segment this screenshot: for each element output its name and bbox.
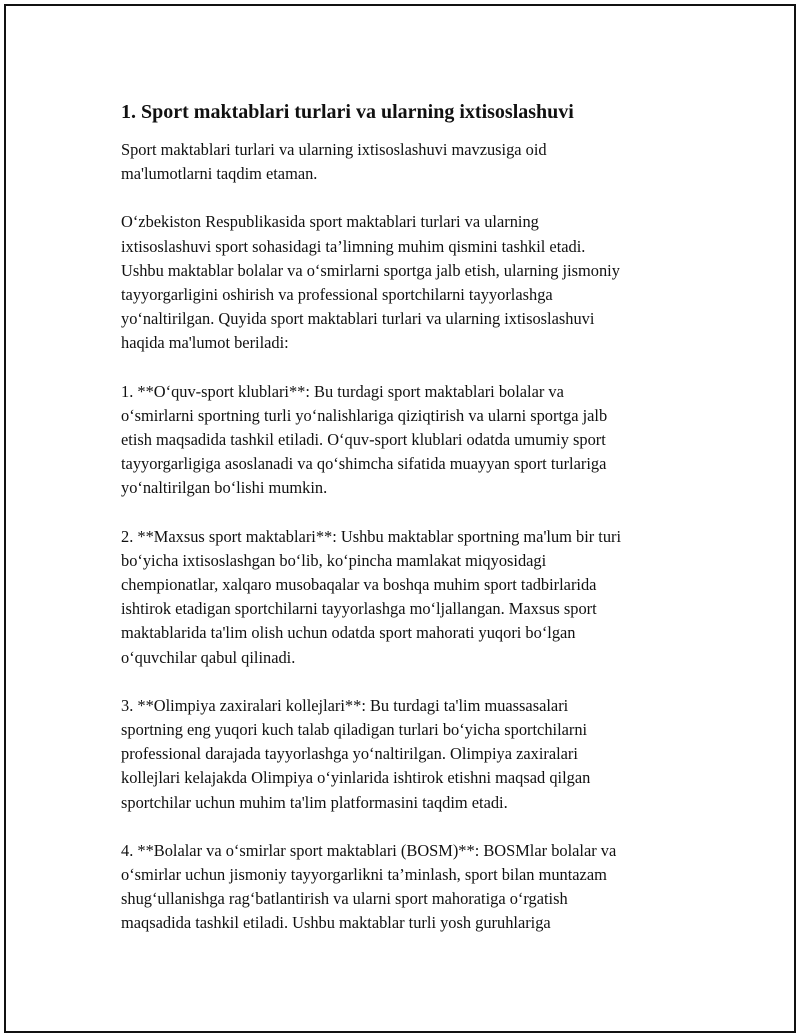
document-body [121, 98, 711, 960]
text-line: sportchilar uchun muhim ta'lim platformasini taqdim etadi. [121, 792, 508, 812]
text-line: shug‘ullanishga rag‘batlantirish va ularni sport mahoratiga o‘rgatish [121, 889, 568, 909]
text-line: 1. **O‘quv-sport klublari**: Bu turdagi sport maktablari bolalar va [121, 381, 564, 401]
paragraph-item-2 [121, 525, 711, 670]
page-frame [4, 4, 796, 1033]
text-line: ixtisoslashuvi sport sohasidagi ta’limning muhim qismini tashkil etadi. [121, 236, 586, 256]
text-line: professional darajada tayyorlashga yo‘naltirilgan. Olimpiya zaxiralari [121, 744, 578, 764]
text-line: yo‘naltirilgan bo‘lishi mumkin. [121, 478, 328, 498]
document-title: 1. Sport maktablari turlari va ularning ixtisoslashuvi [121, 101, 574, 123]
text-line: chempionatlar, xalqaro musobaqalar va boshqa muhim sport tadbirlarida [121, 575, 597, 595]
text-line: o‘smirlarni sportning turli yo‘nalishlariga qiziqtirish va ularni sportga jalb [121, 405, 608, 425]
text-line: kollejlari kelajakda Olimpiya o‘yinlarida ishtirok etishni maqsad qilgan [121, 768, 591, 788]
paragraph-overview [121, 210, 711, 355]
text-line: O‘zbekiston Respublikasida sport maktablari turlari va ularning [121, 212, 539, 232]
text-line: Sport maktablari turlari va ularning ixtisoslashuvi mavzusiga oid [121, 140, 547, 159]
text-line: ma'lumotlarni taqdim etaman. [121, 164, 318, 184]
text-line: haqida ma'lumot beriladi: [121, 333, 289, 353]
text-line: ishtirok etadigan sportchilarni tayyorlashga mo‘ljallangan. Maxsus sport [121, 599, 597, 619]
text-line: sportning eng yuqori kuch talab qiladigan turlari bo‘yicha sportchilarni [121, 720, 588, 740]
text-line: Ushbu maktablar bolalar va o‘smirlarni sportga jalb etish, ularning jismoniy [121, 260, 620, 280]
text-line: bo‘yicha ixtisoslashgan bo‘lib, ko‘pincha mamlakat miqyosidagi [121, 550, 547, 570]
text-line: o‘quvchilar qabul qilinadi. [121, 647, 296, 667]
text-line: 4. **Bolalar va o‘smirlar sport maktablari (BOSM)**: BOSMlar bolalar va [121, 840, 617, 860]
text-line: maqsadida tashkil etiladi. Ushbu maktablar turli yosh guruhlariga [121, 913, 551, 933]
paragraph-item-3 [121, 694, 711, 815]
paragraph-item-1 [121, 380, 711, 501]
text-line: tayyorgarligiga asoslanadi va qo‘shimcha sifatida muayyan sport turlariga [121, 454, 607, 474]
text-line: 3. **Olimpiya zaxiralari kollejlari**: Bu turdagi ta'lim muassasalari [121, 695, 569, 715]
text-line: 2. **Maxsus sport maktablari**: Ushbu maktablar sportning ma'lum bir turi [121, 526, 622, 546]
paragraph-intro [121, 138, 711, 186]
paragraph-item-4 [121, 839, 711, 936]
text-line: etish maqsadida tashkil etiladi. O‘quv-sport klublari odatda umumiy sport [121, 430, 606, 450]
text-line: o‘smirlar uchun jismoniy tayyorgarlikni ta’minlash, sport bilan muntazam [121, 865, 607, 885]
text-line: maktablarida ta'lim olish uchun odatda sport mahorati yuqori bo‘lgan [121, 623, 576, 643]
text-line: yo‘naltirilgan. Quyida sport maktablari turlari va ularning ixtisoslashuvi [121, 309, 595, 329]
text-line: tayyorgarligini oshirish va professional sportchilarni tayyorlashga [121, 285, 553, 305]
